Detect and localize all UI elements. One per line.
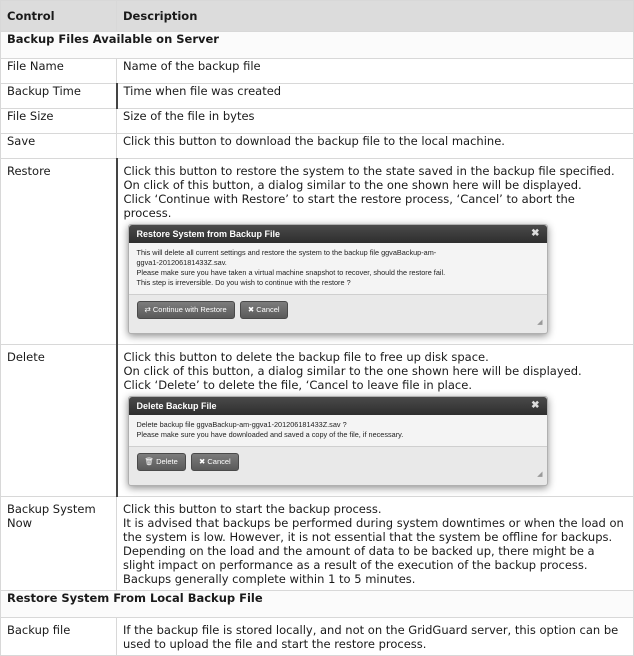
section-title: Restore System From Local Backup File (1, 591, 634, 618)
description-cell (117, 618, 634, 656)
description-line: If the backup file is stored locally, and not on the GridGuard server, this option can be (123, 623, 619, 637)
dialog-line: Delete backup file ggvaBackup-am-ggva1-201206181433Z.sav ? (136, 420, 347, 429)
dialog-title-bar (129, 397, 547, 415)
header-control: Control (1, 1, 117, 32)
description-cell (117, 159, 634, 345)
control-cell: Backup file (1, 618, 117, 656)
description-cell: Name of the backup file (117, 59, 634, 84)
table-row (1, 159, 634, 345)
control-cell: File Name (1, 59, 117, 84)
cancel-button[interactable]: ✖ Cancel (240, 301, 288, 319)
dialog-line: Please make sure you have downloaded and saved a copy of the file, if necessary. (136, 430, 404, 439)
description-line: Click ‘Delete’ to delete the file, ‘Cancel to leave file in place. (123, 378, 472, 392)
dialog-line: ggva1-201206181433Z.sav. (136, 258, 227, 267)
dialog-buttons (129, 447, 547, 485)
description-line: process. (123, 206, 172, 220)
description-line: On click of this button, a dialog similar to the one shown here will be displayed. (123, 364, 582, 378)
restore-dialog (128, 224, 548, 334)
control-cell: File Size (1, 109, 117, 134)
dialog-title: Delete Backup File (136, 401, 217, 411)
description-line: Click ‘Continue with Restore’ to start the restore process, ‘Cancel’ to abort the (123, 192, 575, 206)
description-line: It is advised that backups be performed during system downtimes or when the load on (123, 516, 624, 530)
table-row (1, 134, 634, 159)
table-row (1, 109, 634, 134)
control-cell: Backup Time (1, 84, 117, 109)
dialog-line: Please make sure you have taken a virtual machine snapshot to recover, should the restore fail. (136, 268, 446, 277)
cancel-button[interactable]: ✖ Cancel (191, 453, 239, 471)
description-line: Depending on the load and the amount of data to be backed up, there might be a (123, 544, 595, 558)
delete-dialog (128, 396, 548, 486)
dialog-line: This will delete all current settings and restore the system to the backup file ggvaBackup-am- (136, 248, 437, 257)
description-line: slight impact on performance as a result of the execution of the backup process. (123, 558, 588, 572)
dialog-title-bar (129, 225, 547, 243)
close-icon[interactable]: ✖ (531, 228, 540, 239)
table-row (1, 59, 634, 84)
resize-grip-icon[interactable]: ◢ (537, 471, 543, 478)
control-cell: Backup System Now (1, 497, 117, 591)
control-cell: Save (1, 134, 117, 159)
close-icon[interactable]: ✖ (531, 400, 540, 411)
description-cell (117, 497, 634, 591)
section-restore-local (1, 591, 634, 618)
table-row (1, 345, 634, 497)
description-line: used to upload the file and start the restore process. (123, 637, 427, 651)
description-line: On click of this button, a dialog similar to the one shown here will be displayed. (123, 178, 582, 192)
dialog-line: This step is irreversible. Do you wish to continue with the restore ? (136, 278, 351, 287)
table-row (1, 84, 634, 109)
description-cell: Size of the file in bytes (117, 109, 634, 134)
description-line: Backups generally complete within 1 to 5 minutes. (123, 572, 416, 586)
table-header (1, 1, 634, 32)
control-cell: Restore (1, 159, 117, 345)
description-cell (117, 345, 634, 497)
table-row (1, 497, 634, 591)
dialog-buttons (129, 295, 547, 333)
description-line: Click this button to delete the backup file to free up disk space. (123, 350, 489, 364)
control-cell: Delete (1, 345, 117, 497)
table-row (1, 618, 634, 656)
header-description: Description (117, 1, 634, 32)
dialog-message (129, 243, 547, 295)
delete-button[interactable]: 🗑 Delete (137, 453, 186, 471)
description-line: Click this button to start the backup process. (123, 502, 382, 516)
restore-dialog-screenshot (128, 224, 548, 334)
continue-with-restore-button[interactable]: ⇄ Continue with Restore (137, 301, 235, 319)
resize-grip-icon[interactable]: ◢ (537, 319, 543, 326)
delete-dialog-screenshot (128, 396, 548, 486)
description-cell: Time when file was created (117, 84, 634, 109)
section-title: Backup Files Available on Server (1, 32, 634, 59)
description-line: Click this button to restore the system to the state saved in the backup file specified. (123, 164, 615, 178)
dialog-title: Restore System from Backup File (136, 229, 281, 239)
description-cell: Click this button to download the backup file to the local machine. (117, 134, 634, 159)
description-line: the system is low. However, it is not essential that the system be offline for backups. (123, 530, 613, 544)
section-backup-files (1, 32, 634, 59)
dialog-message (129, 415, 547, 447)
